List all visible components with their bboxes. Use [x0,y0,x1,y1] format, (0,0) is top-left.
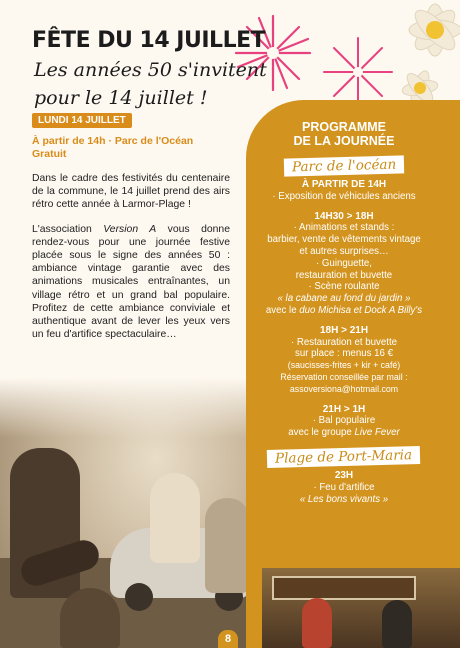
slot-line: · Scène roulante [308,281,380,293]
slot-1430 [246,211,442,317]
body-text [32,172,230,352]
page-title: FÊTE DU 14 JUILLET [32,28,266,53]
program-title [246,120,442,148]
slot-23h [246,470,442,505]
program-title-line: PROGRAMME [301,120,387,134]
with-prefix: avec le groupe [288,427,355,439]
slot-heading: À PARTIR DE 14H [301,179,387,190]
slot-heading: 18H > 21H [319,324,369,336]
date-badge: LUNDI 14 JUILLET [32,113,132,128]
page-number: 8 [218,630,238,648]
stage-photo [262,568,460,648]
slot-heading: 21H > 1H [322,403,366,415]
performer-figure [382,600,412,648]
band-name: Live Fever [354,427,400,439]
slot-line: · Feu d'artifice [313,481,375,493]
slot-line: barbier, vente de vêtements vintage [267,234,421,246]
section-title-parc: Parc de l'océan [284,155,405,176]
slot-line: · Exposition de véhicules anciens [272,190,416,202]
time-place-line: À partir de 14h · Parc de l'Océan [32,135,194,147]
daisy-icon [380,0,460,110]
slot-line: · Guinguette, [315,257,372,269]
slot-small-line: (saucisses-frites + kir + café) [287,360,401,371]
dancer-figure [205,498,250,593]
stage-banner [272,576,416,600]
paragraph-association [32,223,230,342]
section-title-port-maria: Plage de Port-Maria [267,446,421,468]
price-line: Gratuit [32,148,67,160]
event-photo [0,378,260,648]
performer-figure [302,598,332,648]
musician-figure [60,588,120,648]
slot-line: · Animations et stands : [293,222,395,234]
program-title-line: DE LA JOURNÉE [293,134,395,148]
photo-fade [0,378,260,438]
slot-21h [246,404,442,439]
subtitle [34,56,267,112]
slot-line: restauration et buvette [295,269,393,281]
slot-14h [246,179,442,203]
program-content [246,120,442,513]
slot-with-line [246,305,442,317]
slot-heading: 14H30 > 18H [314,210,374,222]
slot-line: · Bal populaire [312,415,376,427]
slot-italic-line: « Les bons vivants » [299,493,389,505]
subtitle-line: Les années 50 s'invitent [34,59,267,81]
slot-italic-line: « la cabane au fond du jardin » [277,293,411,305]
slot-line: sur place : menus 16 € [294,348,393,360]
dancer-figure [150,473,200,563]
slot-small-line: Réservation conseillée par mail : [280,371,408,382]
slot-line: et autres surprises… [299,245,389,257]
performer-name: duo Michisa et Dock A Billy's [299,304,423,316]
paragraph-intro: Dans le cadre des festivités du centenaire de la commune, le 14 juillet prend des airs rétro cette année à Larmor-Plage ! [32,173,230,211]
time-place [32,135,232,161]
email-link[interactable]: assoversiona@hotmail.com [289,383,399,394]
slot-line: · Restauration et buvette [290,336,398,348]
slot-with-line [246,427,442,439]
association-name: Version A [103,223,157,235]
slot-heading: 23H [334,469,354,481]
car-wheel [125,583,153,611]
with-prefix: avec le [265,304,300,316]
paragraph-text: vous donne rendez-vous pour une journée festive placée sous le signe des années 50 : ambiance vintage garantie avec des animations musicales entraînantes, un village rétro et un grand bal populaire. Profitez de cette ambiance conviviale et authentique avant de lever les yeux vers un feu d'artifice spectaculaire… [32,223,230,341]
slot-18h [246,325,442,396]
paragraph-text: L'association [32,223,104,235]
subtitle-line: pour le 14 juillet ! [34,87,208,109]
